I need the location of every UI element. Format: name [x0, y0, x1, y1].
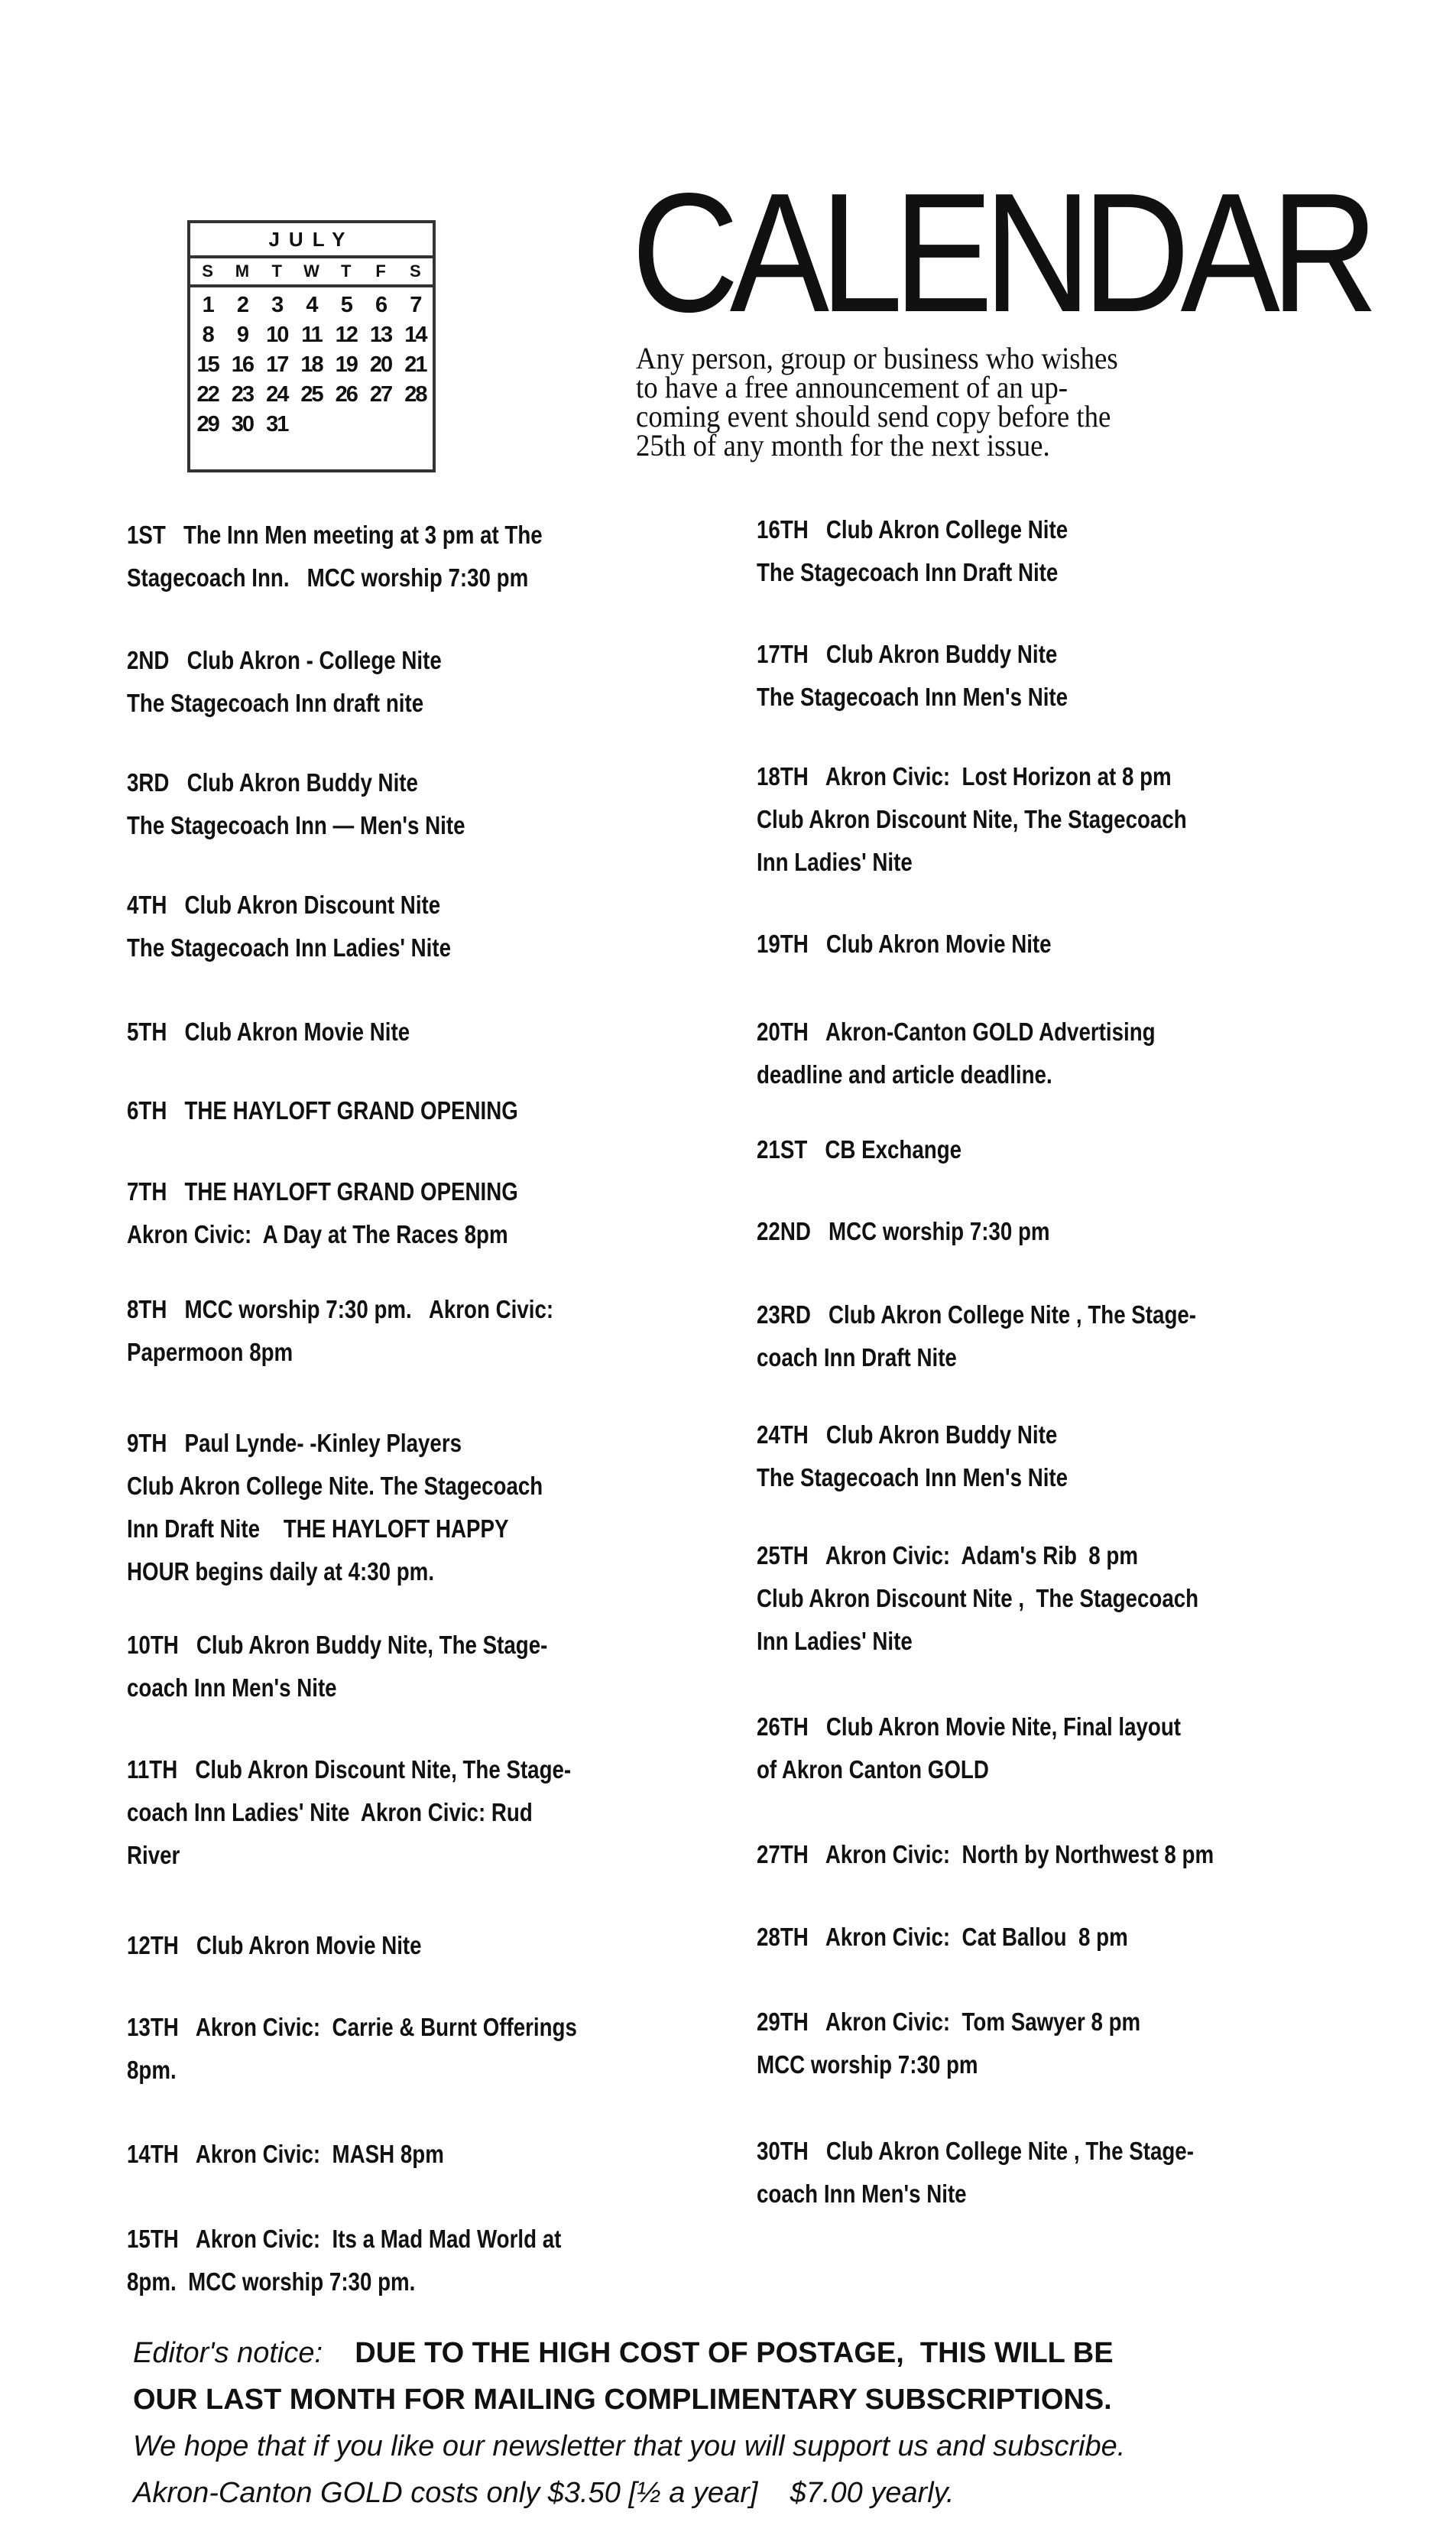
calendar-entry [127, 1011, 410, 1053]
intro-line: coming event should send copy before the [636, 399, 1111, 433]
entry-text: Club Akron Discount Nite [184, 891, 441, 919]
entry-line [127, 1465, 543, 1508]
entry-text: Club Akron Discount Nite , The Stagecoach [757, 1584, 1199, 1612]
date-cell: 28 [404, 382, 426, 407]
entry-line [127, 639, 442, 682]
entry-day: 4TH [127, 891, 167, 919]
entry-text: THE HAYLOFT GRAND OPENING [184, 1177, 518, 1206]
calendar-entry [127, 1924, 422, 1967]
entry-text: The Stagecoach Inn Ladies' Nite [127, 933, 452, 962]
entry-line [127, 2049, 577, 2092]
entry-day: 1ST [127, 521, 166, 549]
calendar-entry [757, 1128, 961, 1171]
entry-line [127, 1288, 553, 1331]
entry-text: River [127, 1841, 180, 1869]
entry-day: 24TH [757, 1420, 809, 1449]
entry-text: Club Akron - College Nite [186, 646, 442, 674]
entry-line [757, 1916, 1128, 1959]
entry-text: Club Akron Buddy Nite [825, 640, 1058, 668]
date-cell: 11 [301, 323, 322, 347]
entry-text: Club Akron Movie Nite [825, 930, 1052, 958]
entry-text: Club Akron College Nite , The Stage- [828, 1300, 1197, 1329]
date-cell: 3 [271, 293, 283, 317]
entry-line [757, 923, 1052, 966]
entry-text: The Stagecoach Inn Draft Nite [757, 558, 1059, 586]
entry-text: Club Akron Movie Nite [184, 1018, 410, 1046]
entry-text: Akron Civic: A Day at The Races 8pm [127, 1220, 508, 1248]
entry-day: 25TH [757, 1541, 809, 1569]
entry-day: 9TH [127, 1429, 167, 1457]
intro-line: to have a free announcement of an up- [636, 370, 1068, 404]
entry-line [757, 1414, 1068, 1456]
entry-line [127, 2006, 577, 2049]
intro-line: Any person, group or business who wishes [636, 341, 1118, 375]
weekday-label: F [375, 261, 386, 281]
entry-text: Club Akron Buddy Nite [186, 768, 418, 797]
date-cell: 6 [375, 293, 387, 317]
calendar-entry [127, 884, 451, 969]
entry-text: Papermoon 8pm [127, 1338, 293, 1366]
entry-line [127, 514, 543, 557]
entry-day: 6TH [127, 1096, 167, 1125]
entry-text: Club Akron College Nite , The Stage- [825, 2137, 1194, 2165]
entry-text: Club Akron Movie Nite [196, 1931, 422, 1959]
notice-italic-line: Akron-Canton GOLD costs only $3.50 [½ a year] $7.00 yearly. [133, 2477, 955, 2509]
entry-text: MCC worship 7:30 pm [757, 2050, 978, 2079]
entry-day: 5TH [127, 1018, 167, 1046]
entry-day: 14TH [127, 2140, 179, 2168]
entry-line [757, 1293, 1196, 1336]
date-cell: 1 [202, 293, 213, 317]
entry-day: 21ST [757, 1135, 808, 1164]
entry-line [757, 1336, 1196, 1379]
entry-line [127, 1667, 547, 1709]
calendar-entry [757, 755, 1187, 884]
entry-line [757, 2173, 1194, 2215]
weekday-label: S [202, 261, 213, 281]
calendar-entry [757, 2130, 1194, 2215]
entry-line [127, 1422, 543, 1465]
calendar-entry [127, 761, 465, 847]
editors-notice [133, 2330, 1394, 2517]
entry-text: Inn Ladies' Nite [757, 848, 913, 876]
entry-line [127, 1748, 571, 1791]
entry-day: 27TH [757, 1840, 809, 1868]
entry-text: Inn Ladies' Nite [757, 1627, 913, 1655]
entry-day: 16TH [757, 515, 809, 544]
date-cell: 13 [369, 323, 392, 347]
entry-day: 19TH [757, 930, 809, 958]
entry-text: Paul Lynde- -Kinley Players [184, 1429, 462, 1457]
notice-label: Editor's notice: [133, 2337, 323, 2369]
entry-text: Akron Civic: MASH 8pm [195, 2140, 444, 2168]
entry-text: MCC worship 7:30 pm. Akron Civic: [184, 1295, 554, 1323]
entry-text: Stagecoach Inn. MCC worship 7:30 pm [127, 563, 529, 592]
entry-line [757, 2130, 1194, 2173]
entry-line [757, 1534, 1198, 1577]
entry-day: 8TH [127, 1295, 167, 1323]
calendar-entry [757, 923, 1052, 966]
entry-day: 10TH [127, 1631, 179, 1659]
calendar-entry [127, 514, 543, 599]
entry-line [127, 1089, 518, 1132]
mini-calendar [187, 220, 436, 472]
weekday-label: T [271, 261, 282, 281]
date-cell: 5 [340, 293, 352, 317]
weekday-label: W [303, 261, 319, 281]
entry-line [757, 1706, 1181, 1748]
entry-text: CB Exchange [825, 1135, 962, 1164]
entry-text: THE HAYLOFT GRAND OPENING [184, 1096, 518, 1125]
entry-day: 15TH [127, 2225, 179, 2253]
entry-day: 11TH [127, 1755, 178, 1784]
entry-text: Akron Civic: Tom Sawyer 8 pm [825, 2008, 1141, 2036]
date-cell: 23 [231, 382, 254, 407]
entry-line [127, 682, 442, 725]
entry-text: Club Akron Discount Nite, The Stage- [195, 1755, 572, 1784]
entry-day: 28TH [757, 1923, 809, 1951]
entry-line [127, 1011, 410, 1053]
entry-text: coach Inn Ladies' Nite Akron Civic: Rud [127, 1798, 533, 1826]
entry-text: 8pm. [127, 2056, 177, 2084]
entry-line [127, 1834, 571, 1877]
date-cell: 9 [236, 323, 248, 347]
entry-line [127, 1170, 518, 1213]
entry-day: 22ND [757, 1217, 811, 1245]
date-cell: 15 [196, 352, 219, 377]
entry-text: Club Akron Buddy Nite [825, 1420, 1058, 1449]
entry-line [757, 676, 1068, 719]
entry-text: The Stagecoach Inn Men's Nite [757, 1463, 1068, 1491]
entry-day: 7TH [127, 1177, 167, 1206]
entry-day: 2ND [127, 646, 170, 674]
entry-text: Akron Civic: North by Northwest 8 pm [825, 1840, 1214, 1868]
date-cell: 12 [335, 323, 357, 347]
date-cell: 26 [335, 382, 357, 407]
entry-text: Akron-Canton GOLD Advertising [825, 1018, 1156, 1046]
entry-text: Club Akron Buddy Nite, The Stage- [196, 1631, 548, 1659]
calendar-entry [127, 1748, 571, 1877]
date-cell: 4 [306, 293, 317, 317]
entry-line [127, 2218, 561, 2261]
entry-line [757, 2043, 1140, 2086]
entry-line [127, 1624, 547, 1667]
date-cell: 31 [266, 412, 288, 437]
entry-line [757, 1053, 1156, 1096]
calendar-entry [757, 1210, 1050, 1253]
date-cell: 20 [369, 352, 392, 377]
entry-text: Club Akron College Nite [825, 515, 1068, 544]
date-cell: 8 [202, 323, 213, 347]
date-cell: 30 [231, 412, 254, 437]
date-cell: 21 [404, 352, 426, 377]
entry-line [757, 755, 1187, 798]
entry-text: coach Inn Draft Nite [757, 1343, 957, 1371]
entry-line [757, 1128, 961, 1171]
date-cell: 24 [266, 382, 288, 407]
entry-line [757, 1833, 1214, 1876]
entry-line [127, 927, 451, 969]
date-cell: 14 [404, 323, 426, 347]
entry-text: The Stagecoach Inn draft nite [127, 689, 424, 717]
calendar-entry [757, 1293, 1196, 1379]
entry-line [757, 1210, 1050, 1253]
entry-day: 17TH [757, 640, 809, 668]
entry-text: MCC worship 7:30 pm [828, 1217, 1050, 1245]
entry-day: 13TH [127, 2013, 179, 2041]
entry-text: Akron Civic: Lost Horizon at 8 pm [825, 762, 1172, 790]
entry-line [127, 2261, 561, 2303]
date-cell: 7 [410, 293, 421, 317]
entry-day: 12TH [127, 1931, 179, 1959]
date-cell: 16 [231, 352, 254, 377]
calendar-entry [757, 1833, 1214, 1876]
calendar-entry [757, 1706, 1181, 1791]
entry-day: 18TH [757, 762, 809, 790]
entry-day: 3RD [127, 768, 170, 797]
entry-line [757, 841, 1187, 884]
entry-line [127, 1508, 543, 1550]
entry-line [127, 1550, 543, 1593]
calendar-entry [127, 1422, 543, 1593]
entry-line [127, 557, 543, 599]
entry-day: 30TH [757, 2137, 809, 2165]
date-cell: 29 [196, 412, 219, 437]
entry-day: 26TH [757, 1712, 809, 1741]
calendar-entry [127, 1624, 547, 1709]
entry-line [127, 2133, 444, 2176]
entry-text: 8pm. MCC worship 7:30 pm. [127, 2267, 416, 2296]
entry-line [127, 1924, 422, 1967]
entry-line [127, 884, 451, 927]
calendar-entry [127, 2218, 561, 2303]
entry-text: deadline and article deadline. [757, 1060, 1052, 1089]
calendar-entry [127, 1170, 518, 1256]
entry-text: Akron Civic: Adam's Rib 8 pm [825, 1541, 1138, 1569]
entry-text: coach Inn Men's Nite [127, 1673, 337, 1702]
entry-line [757, 798, 1187, 841]
weekday-label: S [410, 261, 421, 281]
weekday-label: T [341, 261, 352, 281]
calendar-entry [127, 639, 442, 725]
entry-text: The Inn Men meeting at 3 pm at The [183, 521, 543, 549]
entry-line [757, 1748, 1181, 1791]
calendar-weekdays [190, 258, 433, 287]
calendar-entry [757, 1916, 1128, 1959]
entry-text: coach Inn Men's Nite [757, 2180, 967, 2208]
entry-day: 20TH [757, 1018, 809, 1046]
entry-text: Inn Draft Nite THE HAYLOFT HAPPY [127, 1514, 509, 1543]
calendar-entry [757, 1534, 1198, 1663]
entry-text: Akron Civic: Carrie & Burnt Offerings [195, 2013, 577, 2041]
date-cell: 19 [335, 352, 357, 377]
entry-line [757, 1456, 1068, 1499]
entry-line [127, 1213, 518, 1256]
calendar-entry [757, 633, 1068, 719]
entry-line [757, 1620, 1198, 1663]
intro-paragraph [636, 341, 1212, 463]
date-cell: 2 [236, 293, 248, 317]
calendar-entry [127, 1089, 518, 1132]
calendar-entry [757, 1011, 1156, 1096]
entry-text: Club Akron College Nite. The Stagecoach [127, 1472, 543, 1500]
date-cell: 10 [266, 323, 288, 347]
entry-day: 29TH [757, 2008, 809, 2036]
entry-day: 23RD [757, 1300, 811, 1329]
entry-line [757, 1577, 1198, 1620]
date-cell: 22 [196, 382, 219, 407]
entry-line [127, 761, 465, 804]
calendar-entry [127, 2133, 444, 2176]
entry-line [127, 1791, 571, 1834]
calendar-dates [190, 287, 433, 440]
entry-text: Akron Civic: Cat Ballou 8 pm [825, 1923, 1128, 1951]
entry-line [127, 804, 465, 847]
notice-caps-line: DUE TO THE HIGH COST OF POSTAGE, THIS WILL BE [355, 2337, 1114, 2369]
entry-text: Club Akron Discount Nite, The Stagecoach [757, 805, 1187, 833]
calendar-entry [757, 1414, 1068, 1499]
entry-text: Club Akron Movie Nite, Final layout [825, 1712, 1182, 1741]
entry-text: of Akron Canton GOLD [757, 1755, 989, 1784]
date-cell: 25 [300, 382, 323, 407]
entry-line [757, 508, 1068, 551]
date-cell: 18 [300, 352, 323, 377]
intro-line: 25th of any month for the next issue. [636, 428, 1050, 463]
entry-text: HOUR begins daily at 4:30 pm. [127, 1557, 435, 1586]
calendar-month: JULY [190, 223, 433, 258]
entry-line [757, 1011, 1156, 1053]
calendar-entry [757, 2001, 1140, 2086]
entry-line [757, 633, 1068, 676]
calendar-entry [127, 2006, 577, 2092]
date-cell: 27 [369, 382, 392, 407]
notice-italic-line: We hope that if you like our newsletter that you will support us and subscribe. [133, 2430, 1126, 2462]
date-cell: 17 [266, 352, 288, 377]
page-title: CALENDAR [631, 158, 1370, 348]
entry-line [757, 2001, 1140, 2043]
entry-text: Akron Civic: Its a Mad Mad World at [195, 2225, 562, 2253]
entry-text: The Stagecoach Inn — Men's Nite [127, 811, 465, 839]
entry-line [127, 1331, 553, 1374]
calendar-entry [757, 508, 1068, 594]
entry-line [757, 551, 1068, 594]
calendar-entry [127, 1288, 553, 1374]
entry-text: The Stagecoach Inn Men's Nite [757, 683, 1068, 711]
notice-caps-line: OUR LAST MONTH FOR MAILING COMPLIMENTARY SUBSCRIPTIONS. [133, 2384, 1112, 2416]
weekday-label: M [235, 261, 250, 281]
